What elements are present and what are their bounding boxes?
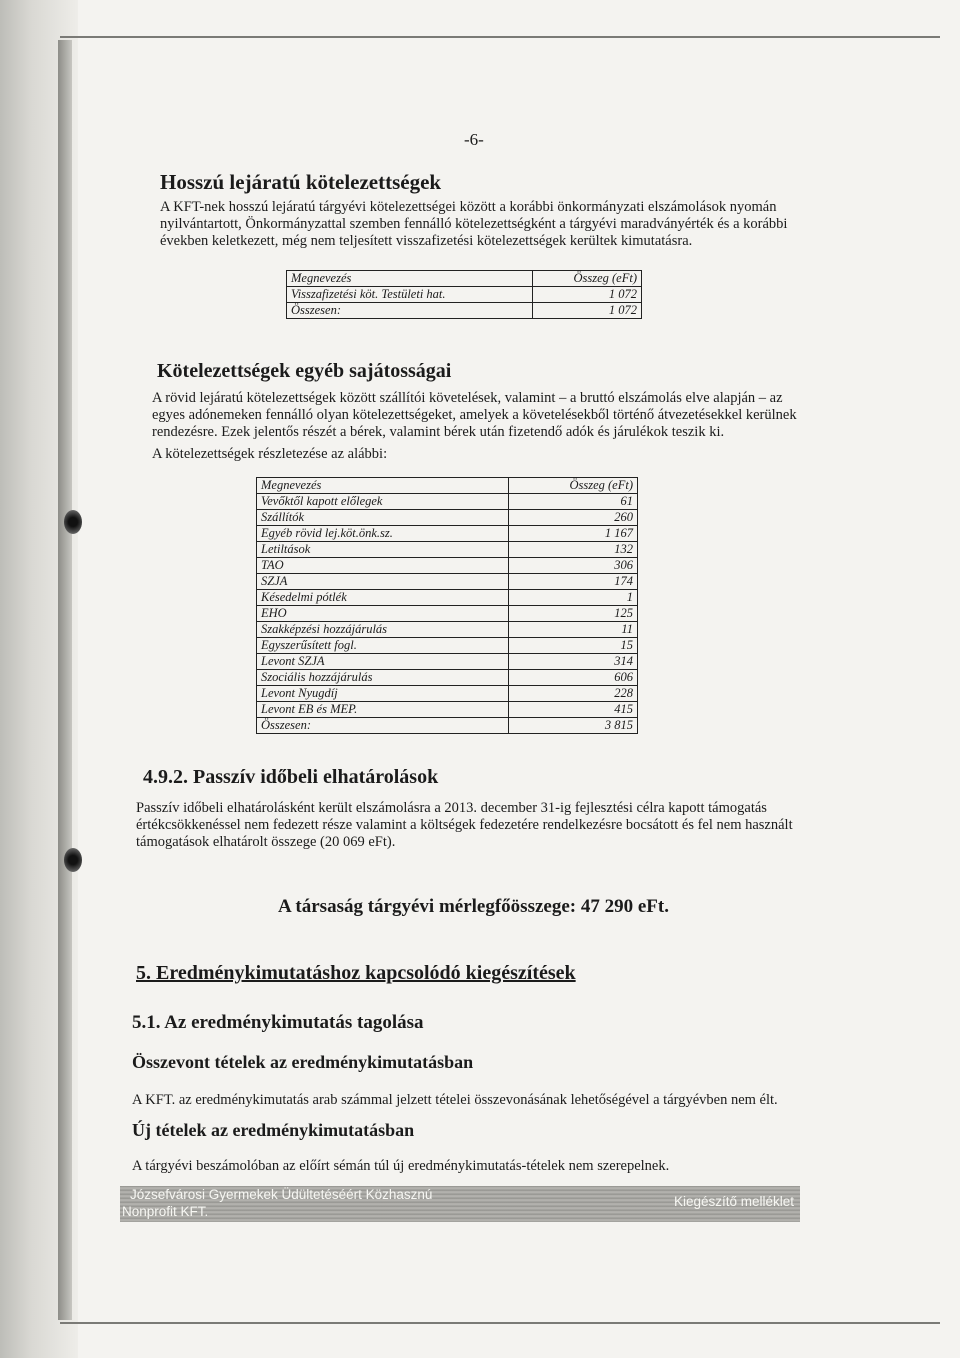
table-header-name: Megnevezés xyxy=(287,271,533,287)
row-name: Szállítók xyxy=(257,510,509,526)
footer-org-line1: Józsefvárosi Gyermekek Üdültetéséért Közhasznú xyxy=(130,1187,433,1202)
row-amount: 125 xyxy=(508,606,637,622)
table-row xyxy=(257,638,638,654)
scan-margin xyxy=(0,0,78,1358)
row-name: Vevőktől kapott előlegek xyxy=(257,494,509,510)
row-amount: 1 072 xyxy=(532,287,641,303)
other-liabilities-heading: Kötelezettségek egyéb sajátosságai xyxy=(157,360,452,382)
merged-items-heading: Összevont tételek az eredménykimutatásban xyxy=(132,1052,474,1072)
row-amount: 132 xyxy=(508,542,637,558)
short-term-liabilities-table xyxy=(256,477,638,734)
row-amount: 174 xyxy=(508,574,637,590)
row-amount: 306 xyxy=(508,558,637,574)
row-amount: 228 xyxy=(508,686,637,702)
punch-hole-icon xyxy=(64,510,82,534)
table-row xyxy=(257,590,638,606)
row-name: Szociális hozzájárulás xyxy=(257,670,509,686)
row-name: SZJA xyxy=(257,574,509,590)
table-header-amount: Összeg (eFt) xyxy=(508,478,637,494)
row-name: Letiltások xyxy=(257,542,509,558)
long-term-paragraph: A KFT-nek hosszú lejáratú tárgyévi kötelezettségei között a korábbi önkormányzati elszámolások nyomán nyilvántartott, Önkormányzattal szemben fennálló kötelezettségként a tárgyévi maradványérték és a korábbi években keletkezett, még nem teljesített visszafizetési kötelezettségek kerültek kimutatásra. xyxy=(160,199,788,249)
table-row xyxy=(257,526,638,542)
footer-doc-type: Kiegészítő melléklet xyxy=(673,1194,794,1209)
row-amount: 15 xyxy=(508,638,637,654)
top-rule xyxy=(60,36,940,38)
table-row xyxy=(257,574,638,590)
row-name: Késedelmi pótlék xyxy=(257,590,509,606)
row-name: Levont SZJA xyxy=(257,654,509,670)
section-5-1-title: 5.1. Az eredménykimutatás tagolása xyxy=(132,1012,424,1033)
table-row xyxy=(257,670,638,686)
footer-org-line2: Nonprofit KFT. xyxy=(122,1204,209,1219)
table-row-total xyxy=(257,718,638,734)
row-name: Összesen: xyxy=(257,718,509,734)
row-name: Összesen: xyxy=(287,303,533,319)
table-row xyxy=(257,686,638,702)
table-row xyxy=(257,510,638,526)
table-header-row xyxy=(257,478,638,494)
table-row xyxy=(257,654,638,670)
table-header-name: Megnevezés xyxy=(257,478,509,494)
bottom-rule xyxy=(60,1322,940,1324)
deferred-heading: 4.9.2. Passzív időbeli elhatárolások xyxy=(143,766,439,788)
row-name: Egyszerűsített fogl. xyxy=(257,638,509,654)
table-row xyxy=(257,606,638,622)
row-name: Egyéb rövid lej.köt.önk.sz. xyxy=(257,526,509,542)
other-liabilities-paragraph: A rövid lejáratú kötelezettségek között szállítói követelések, valamint – a bruttó elszámolás elve alapján – az egyes adónemeken fennálló olyan kötelezettségeket, amelyek a követelésekből történő átvezetésekkel kerülnek rendezésre. Ezek jelentős részét a bérek, valamint bérek után fizetendő adók és járulékok teszik ki. xyxy=(152,390,797,440)
row-amount: 1 072 xyxy=(532,303,641,319)
row-name: TAO xyxy=(257,558,509,574)
table-header-amount: Összeg (eFt) xyxy=(532,271,641,287)
row-amount: 606 xyxy=(508,670,637,686)
table-header-row xyxy=(287,271,642,287)
liabilities-intro: A kötelezettségek részletezése az alábbi: xyxy=(152,446,388,462)
row-name: Visszafizetési köt. Testületi hat. xyxy=(287,287,533,303)
row-amount: 415 xyxy=(508,702,637,718)
row-amount: 3 815 xyxy=(508,718,637,734)
row-amount: 260 xyxy=(508,510,637,526)
row-amount: 61 xyxy=(508,494,637,510)
row-name: EHO xyxy=(257,606,509,622)
new-items-heading: Új tételek az eredménykimutatásban xyxy=(132,1120,415,1140)
table-row xyxy=(257,558,638,574)
row-amount: 1 xyxy=(508,590,637,606)
punch-hole-icon xyxy=(64,848,82,872)
page-number: -6- xyxy=(464,130,484,149)
row-amount: 1 167 xyxy=(508,526,637,542)
merged-items-text: A KFT. az eredménykimutatás arab számmal jelzett tételei összevonásának lehetőségével a tárgyévben nem élt. xyxy=(132,1092,778,1108)
balance-sheet-total: A társaság tárgyévi mérlegfőösszege: 47 290 eFt. xyxy=(278,896,669,917)
table-row xyxy=(257,622,638,638)
row-name: Szakképzési hozzájárulás xyxy=(257,622,509,638)
table-row-total xyxy=(287,303,642,319)
row-name: Levont Nyugdíj xyxy=(257,686,509,702)
long-term-heading: Hosszú lejáratú kötelezettségek xyxy=(160,170,442,194)
table-row xyxy=(257,702,638,718)
footer-band xyxy=(120,1186,800,1222)
new-items-text: A tárgyévi beszámolóban az előírt sémán túl új eredménykimutatás-tételek nem szerepelnek. xyxy=(132,1158,670,1174)
table-row xyxy=(257,494,638,510)
deferred-paragraph: Passzív időbeli elhatárolásként került elszámolásra a 2013. december 31-ig fejlesztési célra kapott támogatás értékcsökkenéssel nem fedezett része valamint a költségek fedezetére rendelkezésre bocsátott és fel nem használt támogatások elhatárolt összege (20 069 eFt). xyxy=(136,800,793,850)
row-amount: 314 xyxy=(508,654,637,670)
table-row xyxy=(257,542,638,558)
table-row xyxy=(287,287,642,303)
row-amount: 11 xyxy=(508,622,637,638)
row-name: Levont EB és MEP. xyxy=(257,702,509,718)
long-term-table xyxy=(286,270,642,319)
scan-shadow-bar xyxy=(58,40,72,1320)
section-5-title: 5. Eredménykimutatáshoz kapcsolódó kiegészítések xyxy=(136,962,576,984)
